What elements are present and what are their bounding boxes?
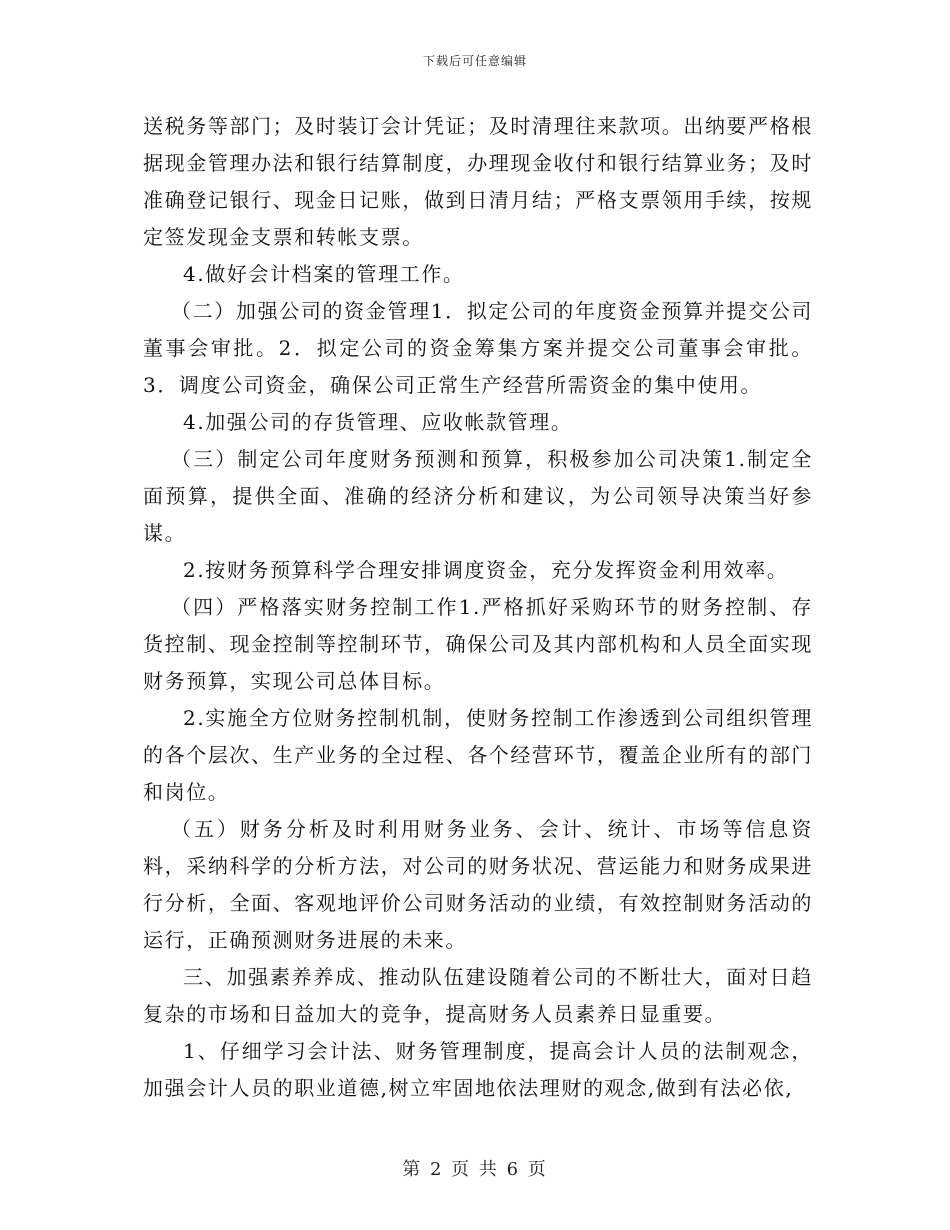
paragraph-section-5-analysis: （五）财务分析及时利用财务业务、会计、统计、市场等信息资料，采纳科学的分析方法，对公司的财务状况、营运能力和财务成果进行分析，全面、客观地评价公司财务活动的业绩，有效控制财务活动的运行，正确预测财务进展的未来。 <box>143 817 813 952</box>
paragraph-section-3-budget: （三）制定公司年度财务预测和预算，积极参加公司决策1.制定全面预算，提供全面、准确的经济分析和建议，为公司领导决策当好参谋。 <box>143 447 813 545</box>
page-number-footer: 第 2 页 共 6 页 <box>402 1159 548 1180</box>
paragraph-fund-scheduling: 2.按财务预算科学合理安排调度资金，充分发挥资金利用效率。 <box>183 558 789 582</box>
paragraph-part-3-team-building: 三、加强素养养成、推动队伍建设随着公司的不断壮大，面对日趋复杂的市场和日益加大的竞争，提高财务人员素养日显重要。 <box>143 965 813 1026</box>
document-body <box>143 108 813 1107</box>
paragraph-study-accounting-law: 1、仔细学习会计法、财务管理制度，提高会计人员的法制观念，加强会计人员的职业道德,树立牢固地依法理财的观念,做到有法必依, <box>143 1039 813 1100</box>
paragraph-section-4-control: （四）严格落实财务控制工作1.严格抓好采购环节的财务控制、存货控制、现金控制等控制环节，确保公司及其内部机构和人员全面实现财务预算，实现公司总体目标。 <box>143 595 813 693</box>
paragraph-inventory-management: 4.加强公司的存货管理、应收帐款管理。 <box>183 410 573 434</box>
paragraph-control-mechanism: 2.实施全方位财务控制机制，使财务控制工作渗透到公司组织管理的各个层次、生产业务的全过程、各个经营环节，覆盖企业所有的部门和岗位。 <box>143 706 813 804</box>
paragraph-section-2-fund-management: （二）加强公司的资金管理1．拟定公司的年度资金预算并提交公司董事会审批。2．拟定公司的资金筹集方案并提交公司董事会审批。3．调度公司资金，确保公司正常生产经营所需资金的集中使用。 <box>143 299 813 397</box>
page-header: 下载后可任意编辑 <box>422 54 527 68</box>
paragraph-archive-management: 4.做好会计档案的管理工作。 <box>183 262 465 286</box>
paragraph-continuation: 送税务等部门；及时装订会计凭证；及时清理往来款项。出纳要严格根据现金管理办法和银行结算制度，办理现金收付和银行结算业务；及时准确登记银行、现金日记账，做到日清月结；严格支票领用手续，按规定签发现金支票和转帐支票。 <box>143 114 813 249</box>
